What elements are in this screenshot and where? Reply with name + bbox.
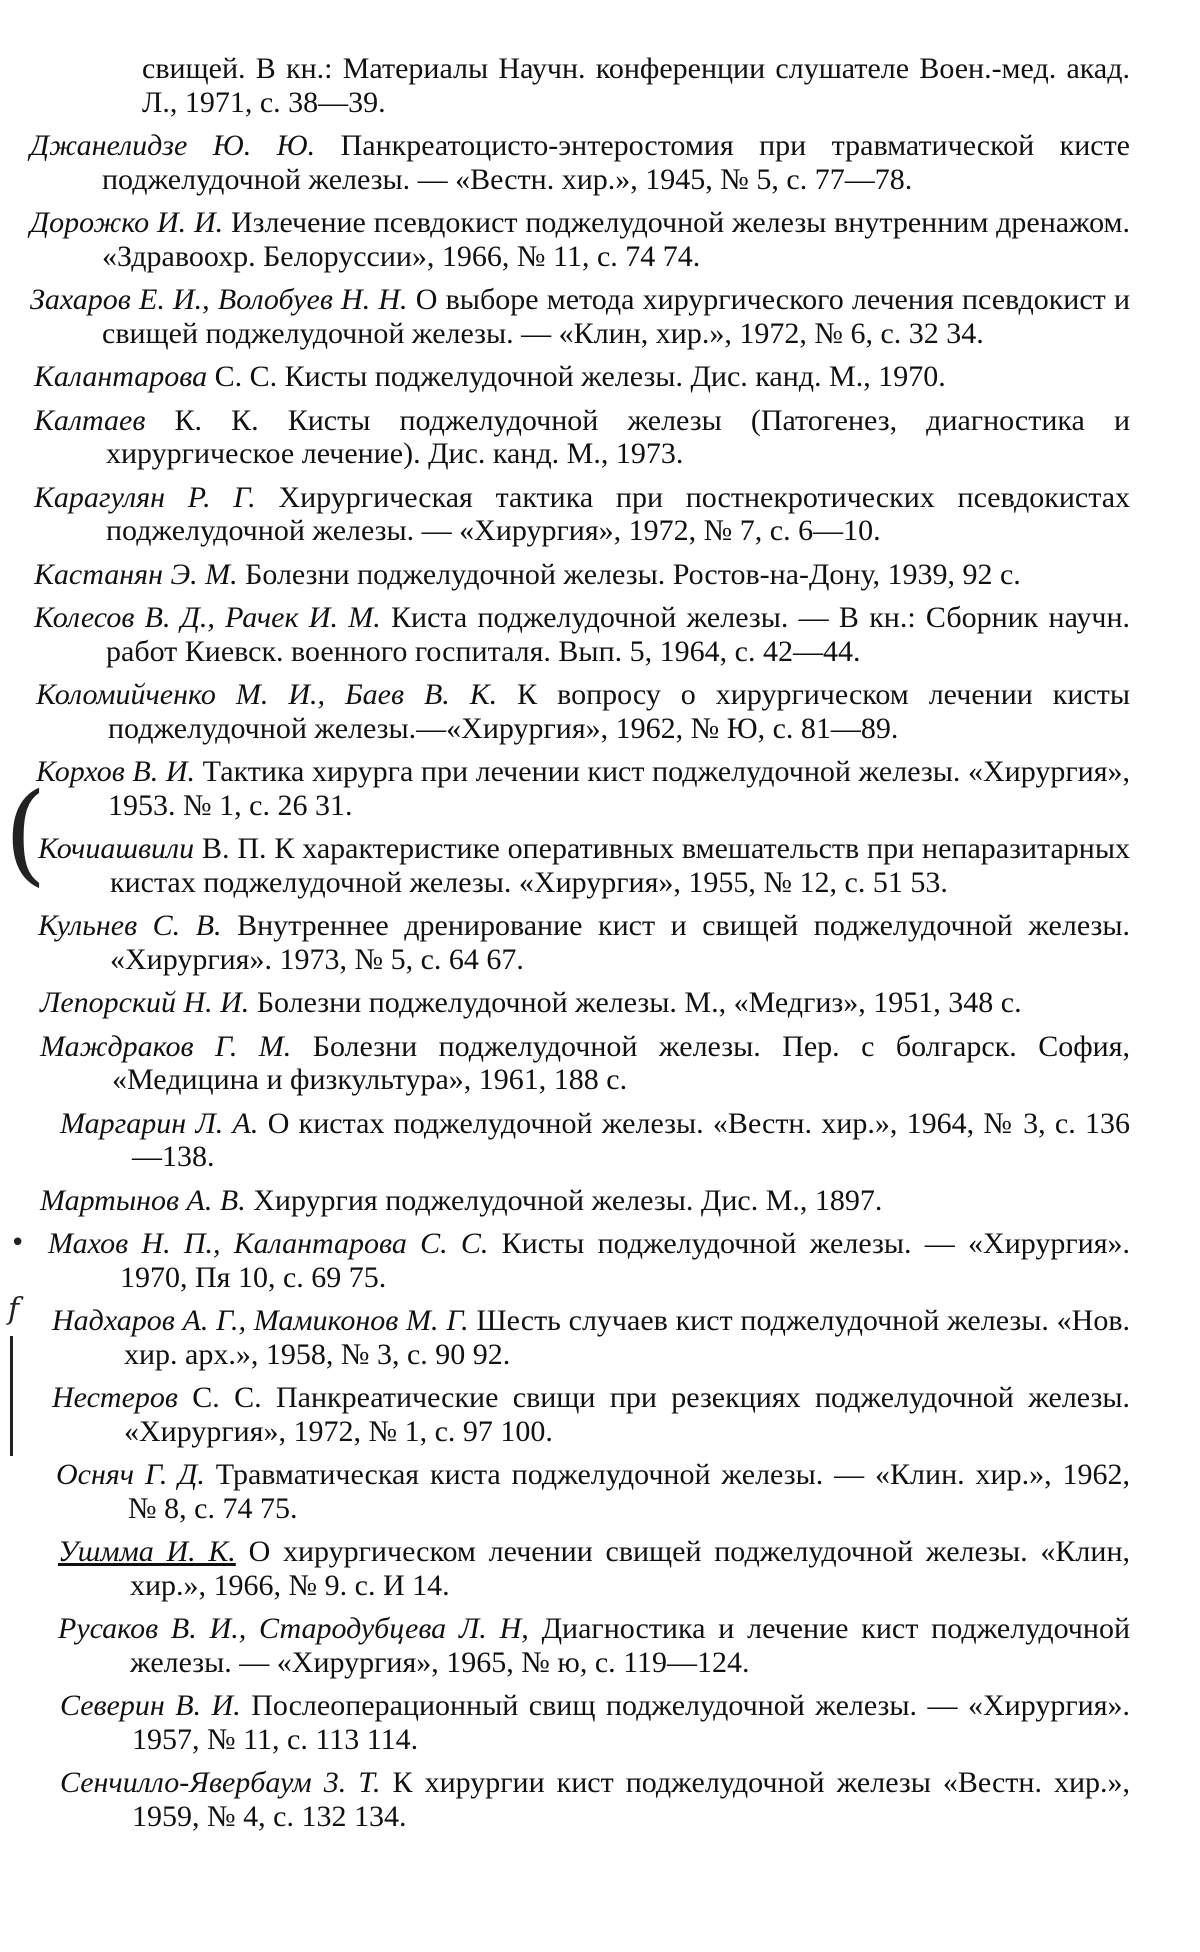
reference-entry — [30, 283, 1130, 350]
reference-entry — [40, 986, 1130, 1020]
reference-author: Осняч Г. Д. — [56, 1458, 205, 1491]
reference-text: К вопросу о хирургическом лечении кисты поджелудочной железы.—«Хирургия», 1962, № Ю, с. 81—89. — [108, 678, 1130, 745]
reference-text: К хирургии кист поджелудочной железы «Вестн. хир.», 1959, № 4, с. 132 134. — [132, 1766, 1131, 1833]
reference-author: Дорожко И. И. — [30, 206, 224, 239]
reference-entry — [58, 1612, 1130, 1679]
reference-entry — [38, 909, 1130, 976]
reference-author: Коломийченко М. И., Баев В. К. — [36, 678, 498, 711]
reference-text: Излечение псевдокист поджелудочной железы внутренним дренажом. «Здравоохр. Белоруссии», 1966, № 11, с. 74 74. — [102, 206, 1131, 273]
reference-text: О выборе метода хирургического лечения псевдокист и свищей поджелудочной железы. — «Клин, хир.», 1972, № 6, с. 32 34. — [102, 283, 1131, 350]
reference-author: Калантарова — [34, 360, 208, 393]
reference-text: С. С. Панкреатические свищи при резекциях поджелудочной железы. «Хирургия», 1972, № 1, с. 97 100. — [124, 1381, 1130, 1448]
reference-entry — [34, 481, 1130, 548]
reference-author: Нестеров — [52, 1381, 178, 1414]
reference-author: Махов Н. П., Калантарова С. С. — [48, 1227, 489, 1260]
reference-text: Шесть случаев кист поджелудочной железы. «Нов. хир. арх.», 1958, № 3, с. 90 92. — [124, 1304, 1130, 1371]
reference-author: Карагулян Р. Г. — [34, 480, 256, 514]
margin-vertical-line-mark — [10, 1336, 13, 1456]
reference-author: Захаров Е. И., Волобуев Н. Н. — [30, 283, 408, 316]
reference-author: Кочиашвили — [38, 832, 195, 865]
reference-entry — [40, 1030, 1130, 1097]
reference-entry — [30, 129, 1130, 196]
reference-text: О кистах поджелудочной железы. «Вестн. хир.», 1964, № 3, с. 136—138. — [132, 1106, 1131, 1173]
reference-author: Русаков В. И., Стародубцева Л. Н, — [58, 1612, 529, 1645]
reference-entry — [30, 206, 1130, 273]
reference-entry — [60, 1107, 1130, 1174]
reference-text: Внутреннее дренирование кист и свищей поджелудочной железы. «Хирургия». 1973, № 5, с. 64 67. — [110, 909, 1131, 976]
margin-bracket-mark: ( — [4, 769, 47, 897]
reference-list — [30, 52, 1130, 1843]
reference-entry — [36, 678, 1130, 745]
reference-text: Панкреатоцисто-энтеростомия при травматической кисте поджелудочной железы. — «Вестн. хир.», 1945, № 5, с. 77—78. — [102, 129, 1131, 196]
reference-entry — [34, 360, 1130, 394]
reference-entry — [58, 1535, 1130, 1602]
reference-entry — [60, 1689, 1130, 1756]
reference-text: Диагностика и лечение кист поджелудочной железы. — «Хирургия», 1965, № ю, с. 119—124. — [130, 1612, 1131, 1679]
reference-entry — [36, 755, 1130, 822]
reference-author: Кульнев С. В. — [38, 909, 222, 942]
reference-text: Хирургическая тактика при постнекротических псевдокистах поджелудочной железы. — «Хирургия», 1972, № 7, с. 6—10. — [106, 480, 1131, 547]
reference-author: Маргарин Л. А. — [60, 1106, 259, 1140]
reference-entry — [52, 1381, 1130, 1448]
reference-text: О хирургическом лечении свищей поджелудочной железы. «Клин, хир.», 1966, № 9. с. И 14. — [130, 1535, 1131, 1602]
reference-entry — [48, 1227, 1130, 1294]
reference-author: Мартынов А. В. — [40, 1183, 246, 1217]
reference-author: Ушмма И. К. — [58, 1535, 236, 1568]
reference-author: Колесов В. Д., Рачек И. М. — [34, 601, 381, 634]
reference-text: Хирургия поджелудочной железы. Дис. М., 1897. — [253, 1183, 883, 1217]
reference-entry — [52, 1304, 1130, 1371]
reference-text: Болезни поджелудочной железы. Пер. с болгарск. София, «Медицина и физкультура», 1961, 188 с. — [112, 1029, 1130, 1096]
reference-entry — [60, 1766, 1130, 1833]
reference-text: Киста поджелудочной железы. — В кн.: Сборник научн. работ Киевск. военного госпиталя. Вып. 5, 1964, с. 42—44. — [106, 601, 1131, 668]
margin-dot-mark: • — [10, 1228, 26, 1258]
reference-author: Северин В. И. — [60, 1689, 241, 1722]
reference-text: В. П. К характеристике оперативных вмешательств при непаразитарных кистах поджелудочной железы. «Хирургия», 1955, № 12, с. 51 53. — [110, 832, 1130, 899]
reference-author: Джанелидзе Ю. Ю. — [30, 129, 316, 162]
reference-author: Лепорский Н. И. — [40, 986, 250, 1019]
reference-author: Надхаров А. Г., Мамиконов М. Г. — [52, 1304, 469, 1337]
reference-text: Послеоперационный свищ поджелудочной железы. — «Хирургия». 1957, № 11, с. 113 114. — [132, 1689, 1131, 1756]
reference-entry: свищей. В кн.: Материалы Научн. конференции слушателе Воен.-мед. акад. Л., 1971, с. 38—39. — [142, 52, 1130, 119]
reference-entry — [34, 601, 1130, 668]
reference-author: Калтаев — [34, 403, 146, 437]
reference-entry — [40, 1184, 1130, 1218]
reference-entry — [56, 1458, 1130, 1525]
reference-text: Травматическая киста поджелудочной железы. — «Клин. хир.», 1962, № 8, с. 74 75. — [128, 1458, 1131, 1525]
reference-entry — [34, 404, 1130, 471]
reference-text: К. К. Кисты поджелудочной железы (Патогенез, диагностика и хирургическое лечение). Дис. канд. М., 1973. — [106, 403, 1130, 470]
reference-entry — [34, 558, 1130, 592]
reference-text: Тактика хирурга при лечении кист поджелудочной железы. «Хирургия», 1953. № 1, с. 26 31. — [108, 755, 1130, 822]
reference-text: Кисты поджелудочной железы. — «Хирургия». 1970, Пя 10, с. 69 75. — [120, 1227, 1131, 1294]
reference-text: Болезни поджелудочной железы. М., «Медгиз», 1951, 348 с. — [256, 986, 1022, 1019]
reference-author: Корхов В. И. — [36, 755, 196, 788]
reference-author: Кастанян Э. М. — [34, 557, 238, 591]
reference-author: Сенчилло-Явербаум 3. Т. — [60, 1766, 381, 1799]
reference-author: Маждраков Г. М. — [40, 1029, 292, 1063]
reference-entry — [38, 832, 1130, 899]
reference-text: Болезни поджелудочной железы. Ростов-на-Дону, 1939, 92 с. — [245, 557, 1021, 591]
reference-text: С. С. Кисты поджелудочной железы. Дис. канд. М., 1970. — [214, 360, 946, 393]
margin-stroke-mark: f — [8, 1292, 20, 1327]
